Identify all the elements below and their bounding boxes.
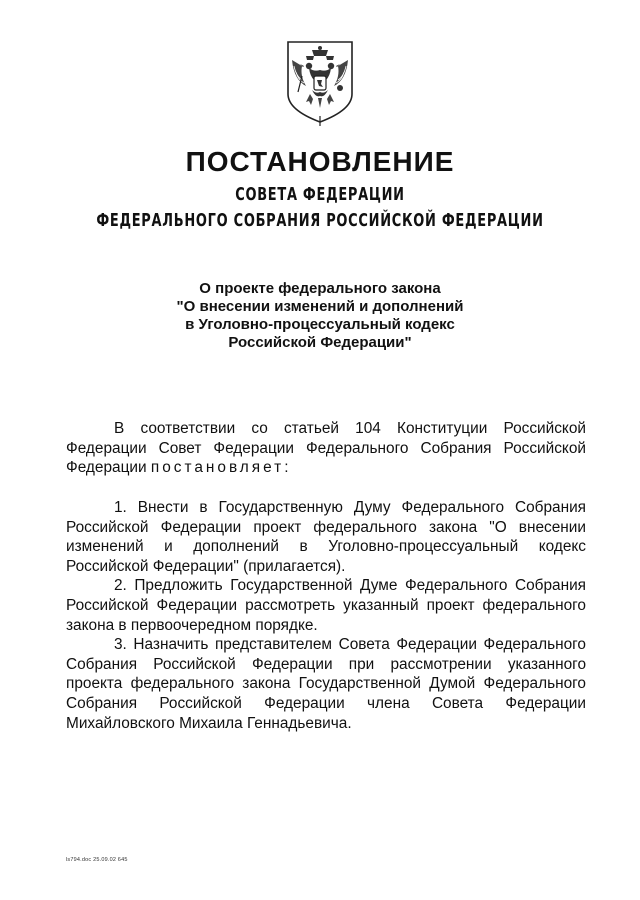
document-subject [100, 280, 540, 352]
subject-line: Российской Федерации" [228, 334, 412, 351]
preamble-text: В соответствии со статьей 104 Конституции Российской Федерации Совет Федерации Федерального Собрания Российской Федерации [66, 420, 586, 477]
coat-of-arms-icon [282, 36, 358, 126]
preamble [66, 419, 586, 478]
preamble-paragraph [66, 419, 586, 478]
issuer-line-1: СОВЕТА ФЕДЕРАЦИИ [235, 184, 405, 205]
subject-line: в Уголовно-процессуальный кодекс [185, 316, 455, 333]
subject-line: "О внесении изменений и дополнений [176, 298, 464, 315]
issuer-line-2: ФЕДЕРАЛЬНОГО СОБРАНИЯ РОССИЙСКОЙ ФЕДЕРАЦИИ [96, 210, 544, 231]
resolution-verb: постановляет: [150, 459, 292, 477]
subject-line: О проекте федерального закона [199, 280, 441, 297]
resolution-item-1: 1. Внести в Государственную Думу Федерального Собрания Российской Федерации проект федерального закона "О внесении изменений и дополнений в Уголовно-процессуальный кодекс Российской Федерации" (прилагается). [66, 499, 586, 575]
document-title: ПОСТАНОВЛЕНИЕ [185, 146, 455, 177]
resolution-item-3: 3. Назначить представителем Совета Федерации Федерального Собрания Российской Федерации при рассмотрении указанного проекта федерального закона Государственной Думой Федерального Собрания Российской Федерации члена Совета Федерации Михайловского Михаила Геннадьевича. [66, 636, 586, 732]
file-reference-footer: ls794.doc 25.09.02 645 [66, 857, 128, 863]
resolution-item-2: 2. Предложить Государственной Думе Федерального Собрания Российской Федерации рассмотреть указанный проект федерального закона в первоочередном порядке. [66, 577, 586, 634]
resolution-items [66, 498, 586, 733]
